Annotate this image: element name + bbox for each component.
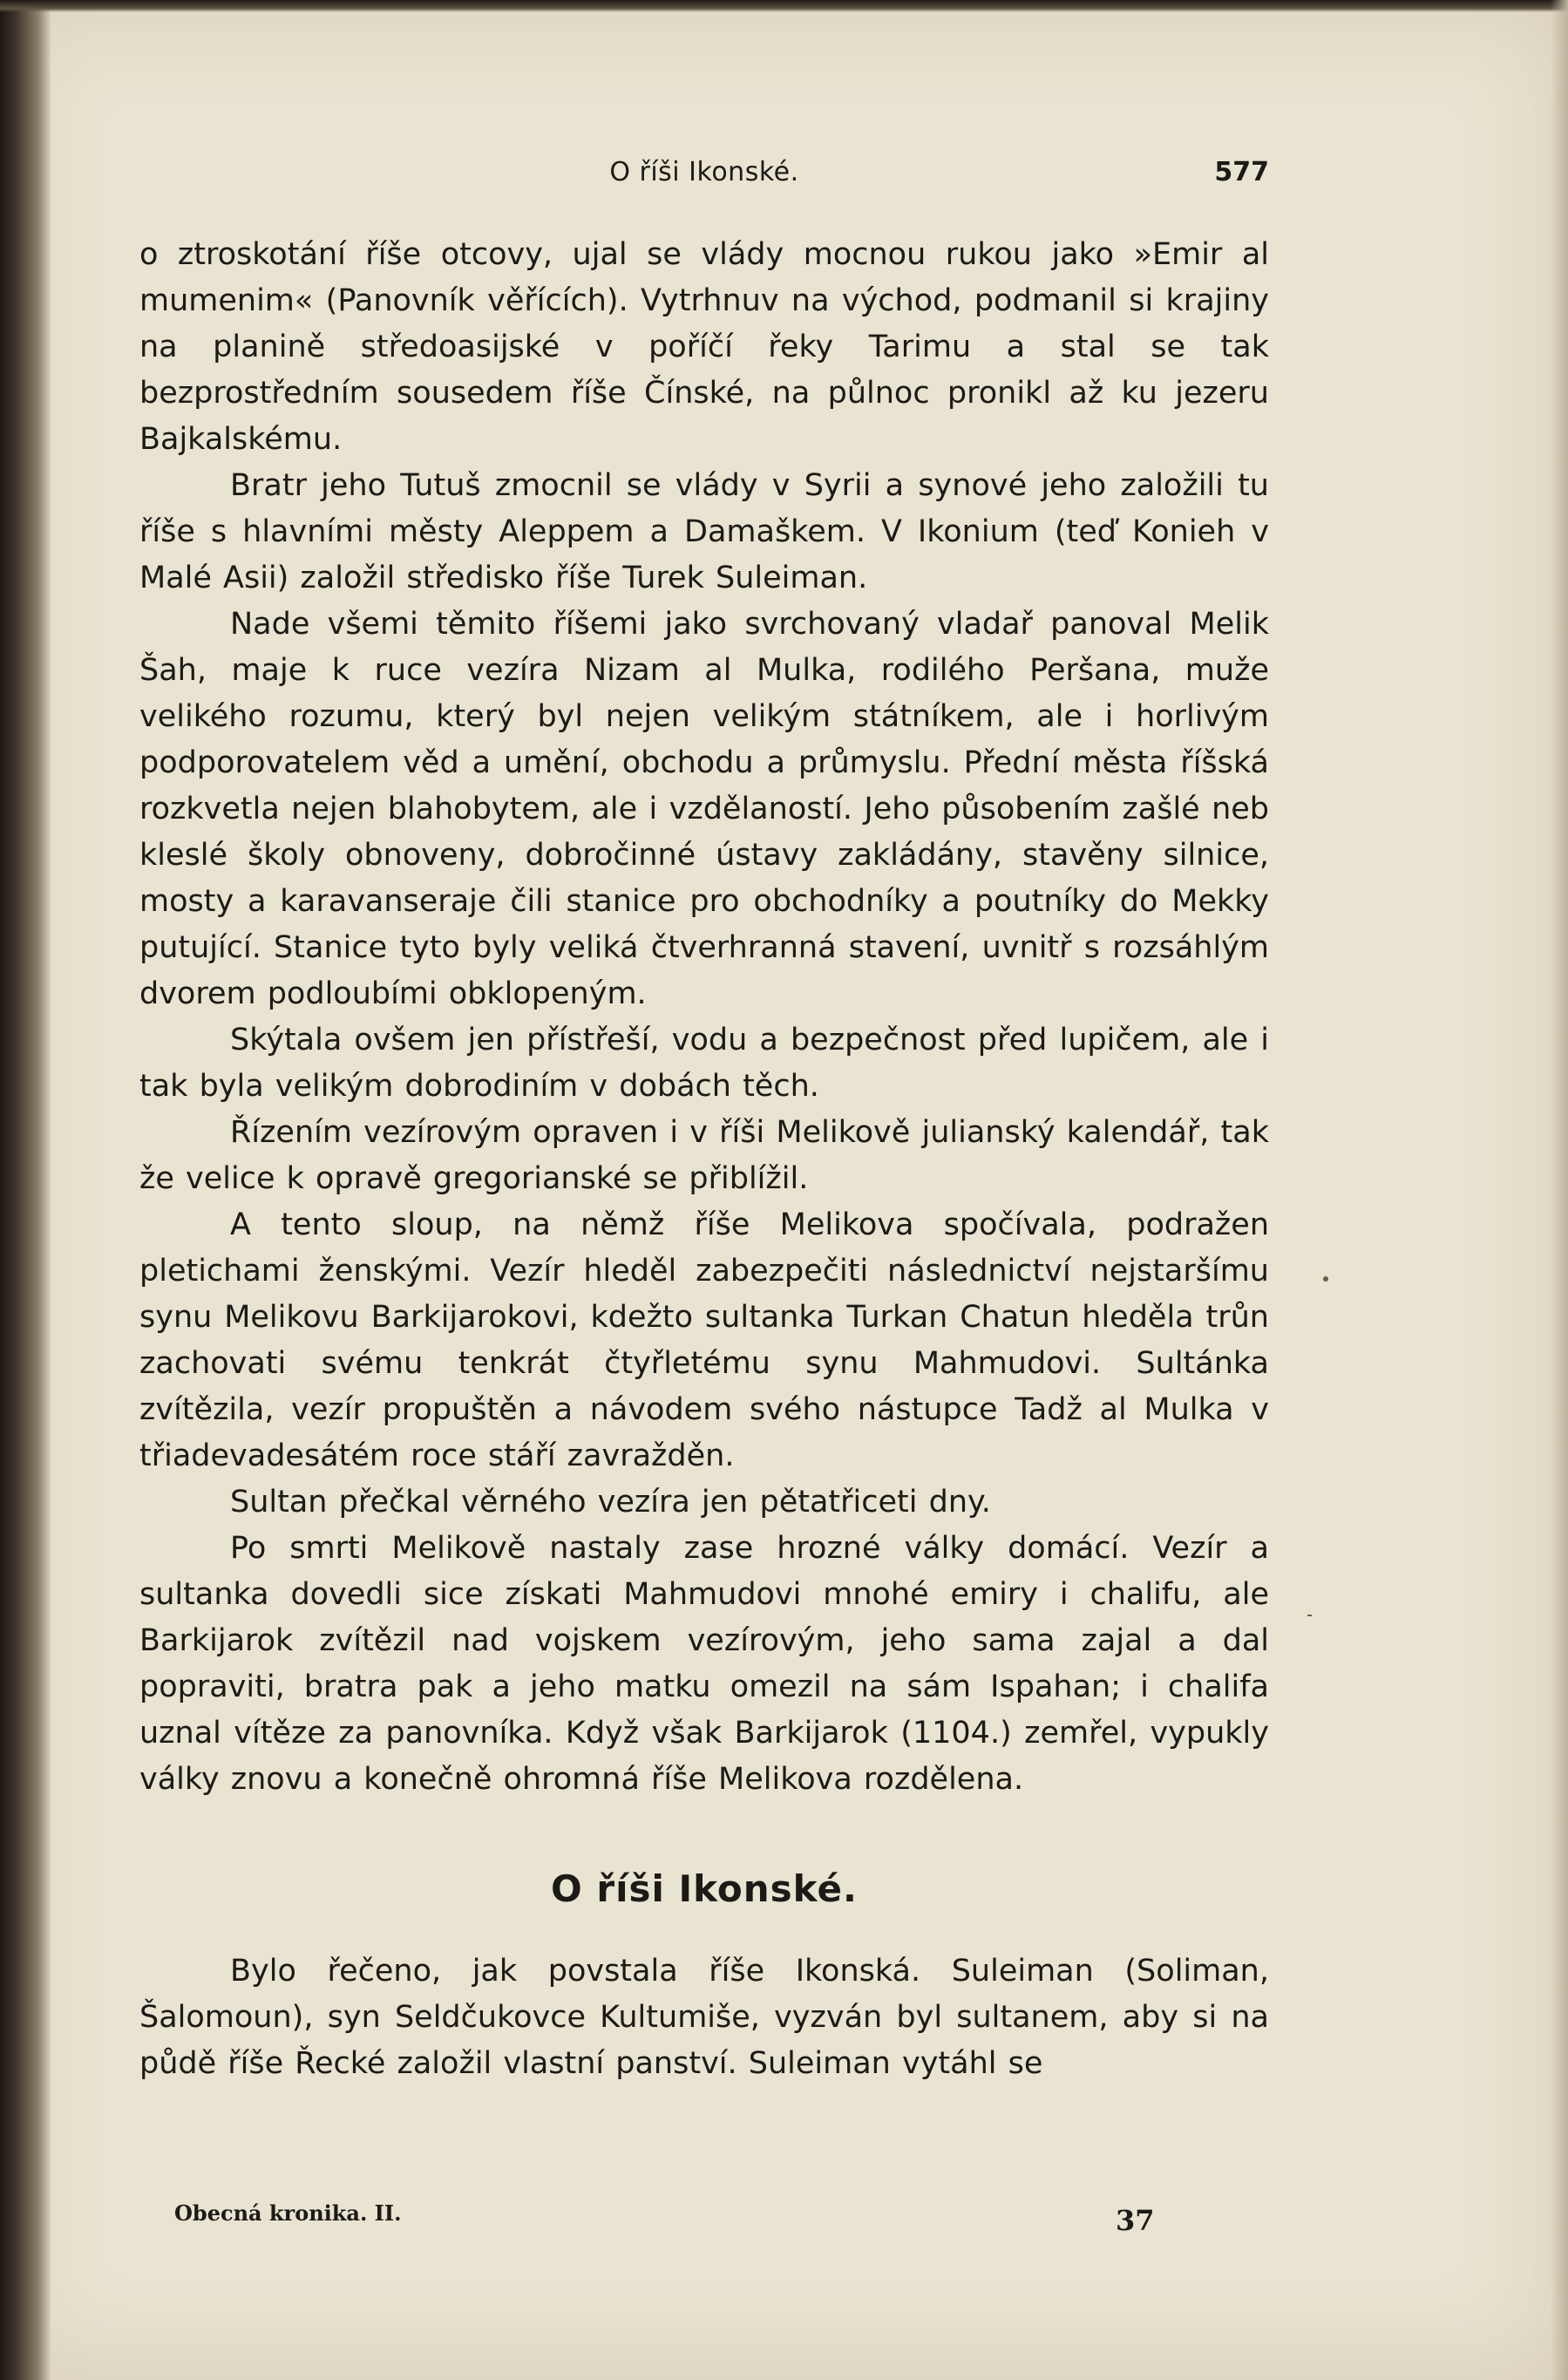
paragraph: Sultan přečkal věrného vezíra jen pětatřiceti dny. [230, 1485, 991, 1520]
paragraph: Po smrti Melikově nastaly zase hrozné války domácí. Vezír a sultanka dovedli sice získati Mahmudovi mnohé emiry i chalifu, ale Barkijarok zvítězil nad vojskem vezírovým, jeho sama zajal a dal popraviti, bratra pak a jeho matku omezil na sám Ispahan; i chalifa uznal vítěze za panovníka. Když však Barkijarok (1104.) zemřel, vypukly války znovu a konečně ohromná říše Melikova rozdělena. [139, 1531, 1269, 1797]
page-content [139, 148, 1269, 2087]
running-title: O říši Ikonské. [609, 157, 799, 187]
section-paragraph: Bylo řečeno, jak povstala říše Ikonská. Suleiman (Soliman, Šalomoun), syn Seldčukovce Kultumiše, vyzván byl sultanem, aby si na půdě říše Řecké založil vlastní panství. Suleiman vytáhl se [139, 1954, 1269, 2081]
page-number: 577 [1214, 157, 1269, 187]
signature-mark: 37 [1116, 2204, 1155, 2237]
paragraph: Nade všemi těmito říšemi jako svrchovaný vladař panoval Melik Šah, maje k ruce vezíra Nizam al Mulka, rodilého Peršana, muže velikého rozumu, který byl nejen velikým státníkem, ale i horlivým podporovatelem věd a umění, obchodu a průmyslu. Přední města říšská rozkvetla nejen blahobytem, ale i vzdělaností. Jeho působením zašlé neb kleslé školy obnoveny, dobročinné ústavy zakládány, stavěny silnice, mosty a karavanseraje čili stanice pro obchodníky a poutníky do Mekky putující. Stanice tyto byly veliká čtverhranná stavení, uvnitř s rozsáhlým dvorem podloubími obklopeným. [139, 607, 1269, 1011]
paper-speck [1323, 1276, 1328, 1282]
paragraph: Skýtala ovšem jen přístřeší, vodu a bezpečnost před lupičem, ale i tak byla velikým dobrodiním v dobách těch. [139, 1023, 1269, 1104]
section-heading: O říši Ikonské. [551, 1867, 858, 1910]
page-footer [174, 2200, 1220, 2244]
paragraph: o ztroskotání říše otcovy, ujal se vlády mocnou rukou jako »Emir al mumenim« (Panovník věřících). Vytrhnuv na východ, podmanil si krajiny na planině středoasijské v poříčí řeky Tarimu a stal se tak bezprostředním sousedem říše Čínské, na půlnoc pronikl až ku jezeru Bajkalskému. [139, 237, 1269, 457]
paragraph: Bratr jeho Tutuš zmocnil se vlády v Syrii a synové jeho založili tu říše s hlavními městy Aleppem a Damaškem. V Ikonium (teď Konieh v Malé Asii) založil středisko říše Turek Suleiman. [139, 468, 1269, 595]
page-top-edge [0, 0, 1568, 12]
page-right-edge [1551, 0, 1568, 2380]
paragraph: Řízením vezírovým opraven i v říši Melikově julianský kalendář, tak že velice k opravě gregorianské se přiblížil. [139, 1115, 1269, 1196]
paragraph: A tento sloup, na němž říše Melikova spočívala, podražen pletichami ženskými. Vezír hleděl zabezpečiti následnictví nejstaršímu synu Melikovu Barkijarokovi, kdežto sultanka Turkan Chatun hleděla trůn zachovati svému tenkrát čtyřletému synu Mahmudovi. Sultánka zvítězila, vezír propuštěn a návodem svého nástupce Tadž al Mulka v třiadevadesátém roce stáří zavražděn. [139, 1207, 1269, 1473]
book-spine-shadow [0, 0, 51, 2380]
footer-publication: Obecná kronika. II. [174, 2200, 402, 2226]
paper-speck [1307, 1615, 1312, 1616]
body-text [139, 232, 1269, 2087]
running-head [139, 148, 1269, 201]
